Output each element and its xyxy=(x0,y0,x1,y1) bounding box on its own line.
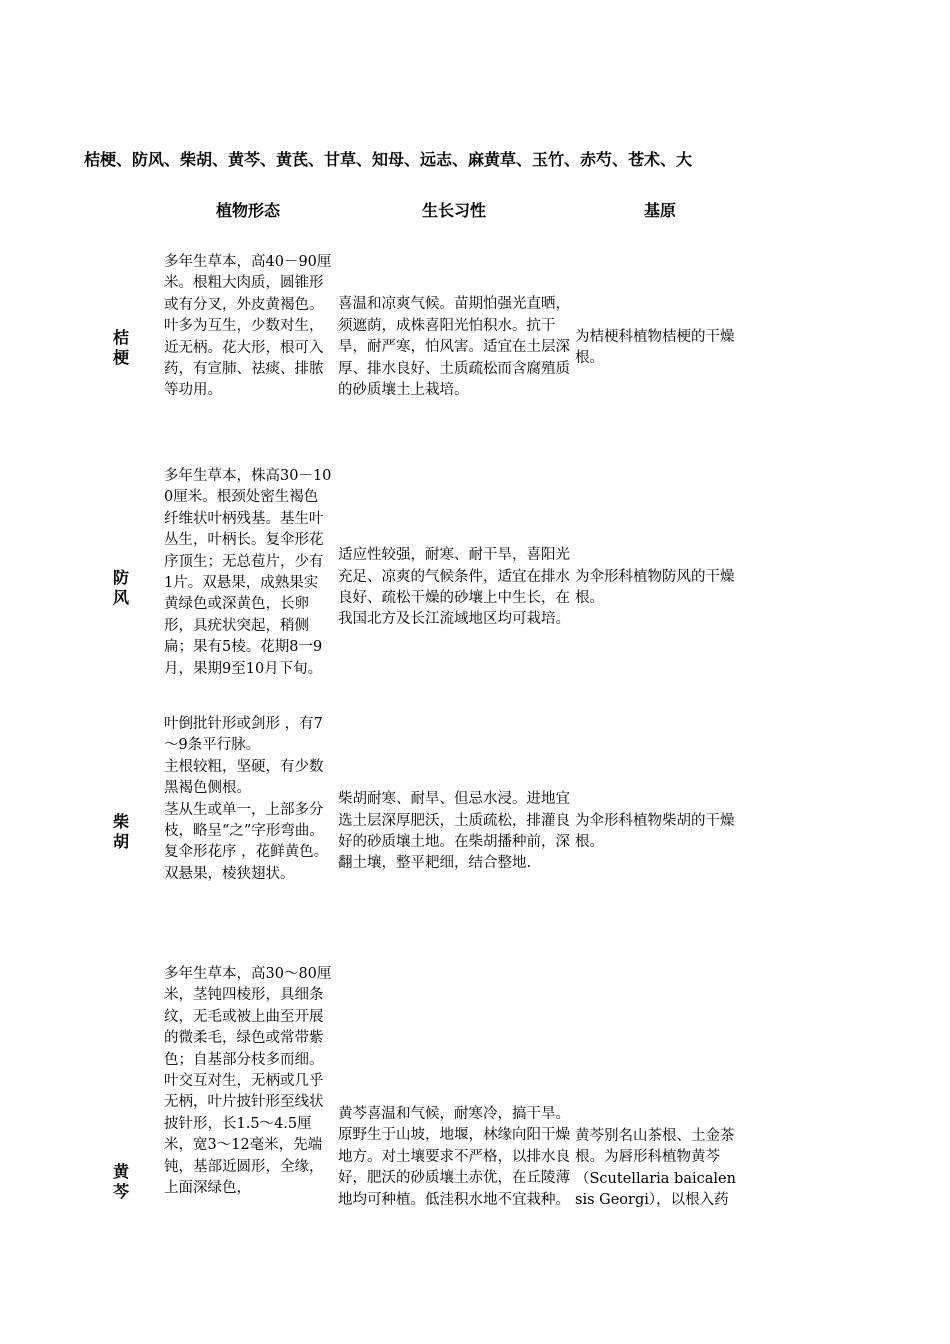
document-title: 桔梗、防风、柴胡、黄芩、黄芪、甘草、知母、远志、麻黄草、玉竹、赤芍、苍术、大 xyxy=(84,150,693,169)
morphology-cell: 多年生草本，高40－90厘米。根粗大肉质，圆锥形或有分叉，外皮黄褐色。叶多为互生，少数对生，近无柄。花大形，根可入药，有宣肺、祛痰、排脓等功用。 xyxy=(164,254,332,399)
habit-cell: 适应性较强，耐寒、耐干旱，喜阳光充足、凉爽的气候条件，适宜在排水良好、疏松干燥的砂壤上中生长，在我国北方及长江流域地区均可栽培。 xyxy=(338,547,570,628)
origin-cell: 黄芩别名山茶根、土金茶根。为唇形科植物黄芩（Scutellaria baicalensis Georgi），以根入药 xyxy=(575,1128,736,1209)
herb-name: 桔 梗 xyxy=(112,328,129,367)
habit-cell: 喜温和凉爽气候。苗期怕强光直晒，须遮荫，成株喜阳光怕积水。抗干旱，耐严寒，怕风害。适宜在土层深厚、排水良好、土质疏松而含腐殖质的砂质壤土上栽培。 xyxy=(338,296,570,399)
morphology-cell: 多年生草本，株高30－100厘米。根颈处密生褐色纤维状叶柄残基。基生叶丛生，叶柄长。复伞形花序顶生；无总苞片，少有1片。双悬果，成熟果实黄绿色或深黄色，长卵形，具疣状突起，稍侧扁；果有5棱。花期8一9月，果期9至10月下旬。 xyxy=(164,468,332,677)
header-habit: 生长习性 xyxy=(421,201,486,220)
habit-cell: 柴胡耐寒、耐旱、但忌水浸。进地宜选土层深厚肥沃，土质疏松，排灌良好的砂质壤土地。在柴胡播种前，深翻土壤，整平耙细，结合整地. xyxy=(338,791,570,872)
origin-cell: 为伞形科植物柴胡的干燥根。 xyxy=(575,812,735,850)
header-origin: 基原 xyxy=(643,201,676,220)
morphology-cell: 叶倒批针形或剑形 ，有7～9条平行脉。 主根较粗，坚硬，有少数黑褐色侧根。 茎从生或单一，上部多分枝，略呈“之”字形弯曲。 复伞形花序 ，花鲜黄色。双悬果，棱狭翅状。 xyxy=(164,716,329,882)
origin-cell: 为桔梗科植物桔梗的干燥根。 xyxy=(575,328,735,366)
habit-cell: 黄芩喜温和气候，耐寒冷，搞干旱。原野生于山坡，地堰，林缘向阳干燥地方。对土壤要求不严格，以排水良好，肥沃的砂质壤土赤优，在丘陵薄地均可种植。低洼积水地不宜栽种。 xyxy=(338,1106,570,1208)
morphology-cell: 多年生草本，高30～80厘米，茎钝四棱形，具细条纹，无毛或被上曲至开展的微柔毛，绿色或常带紫色；自基部分枝多而细。叶交互对生，无柄或几乎无柄，叶片披针形至线状披针形，长1.5～4.5厘米，宽3～12毫米，先端钝，基部近圆形，全缘，上面深绿色， xyxy=(164,966,332,1197)
herb-name: 黄 芩 xyxy=(112,1162,129,1201)
herb-name: 防 风 xyxy=(112,568,129,607)
origin-cell: 为伞形科植物防风的干燥根。 xyxy=(575,568,735,606)
herb-name: 柴 胡 xyxy=(112,812,129,851)
header-morphology: 植物形态 xyxy=(215,201,280,220)
